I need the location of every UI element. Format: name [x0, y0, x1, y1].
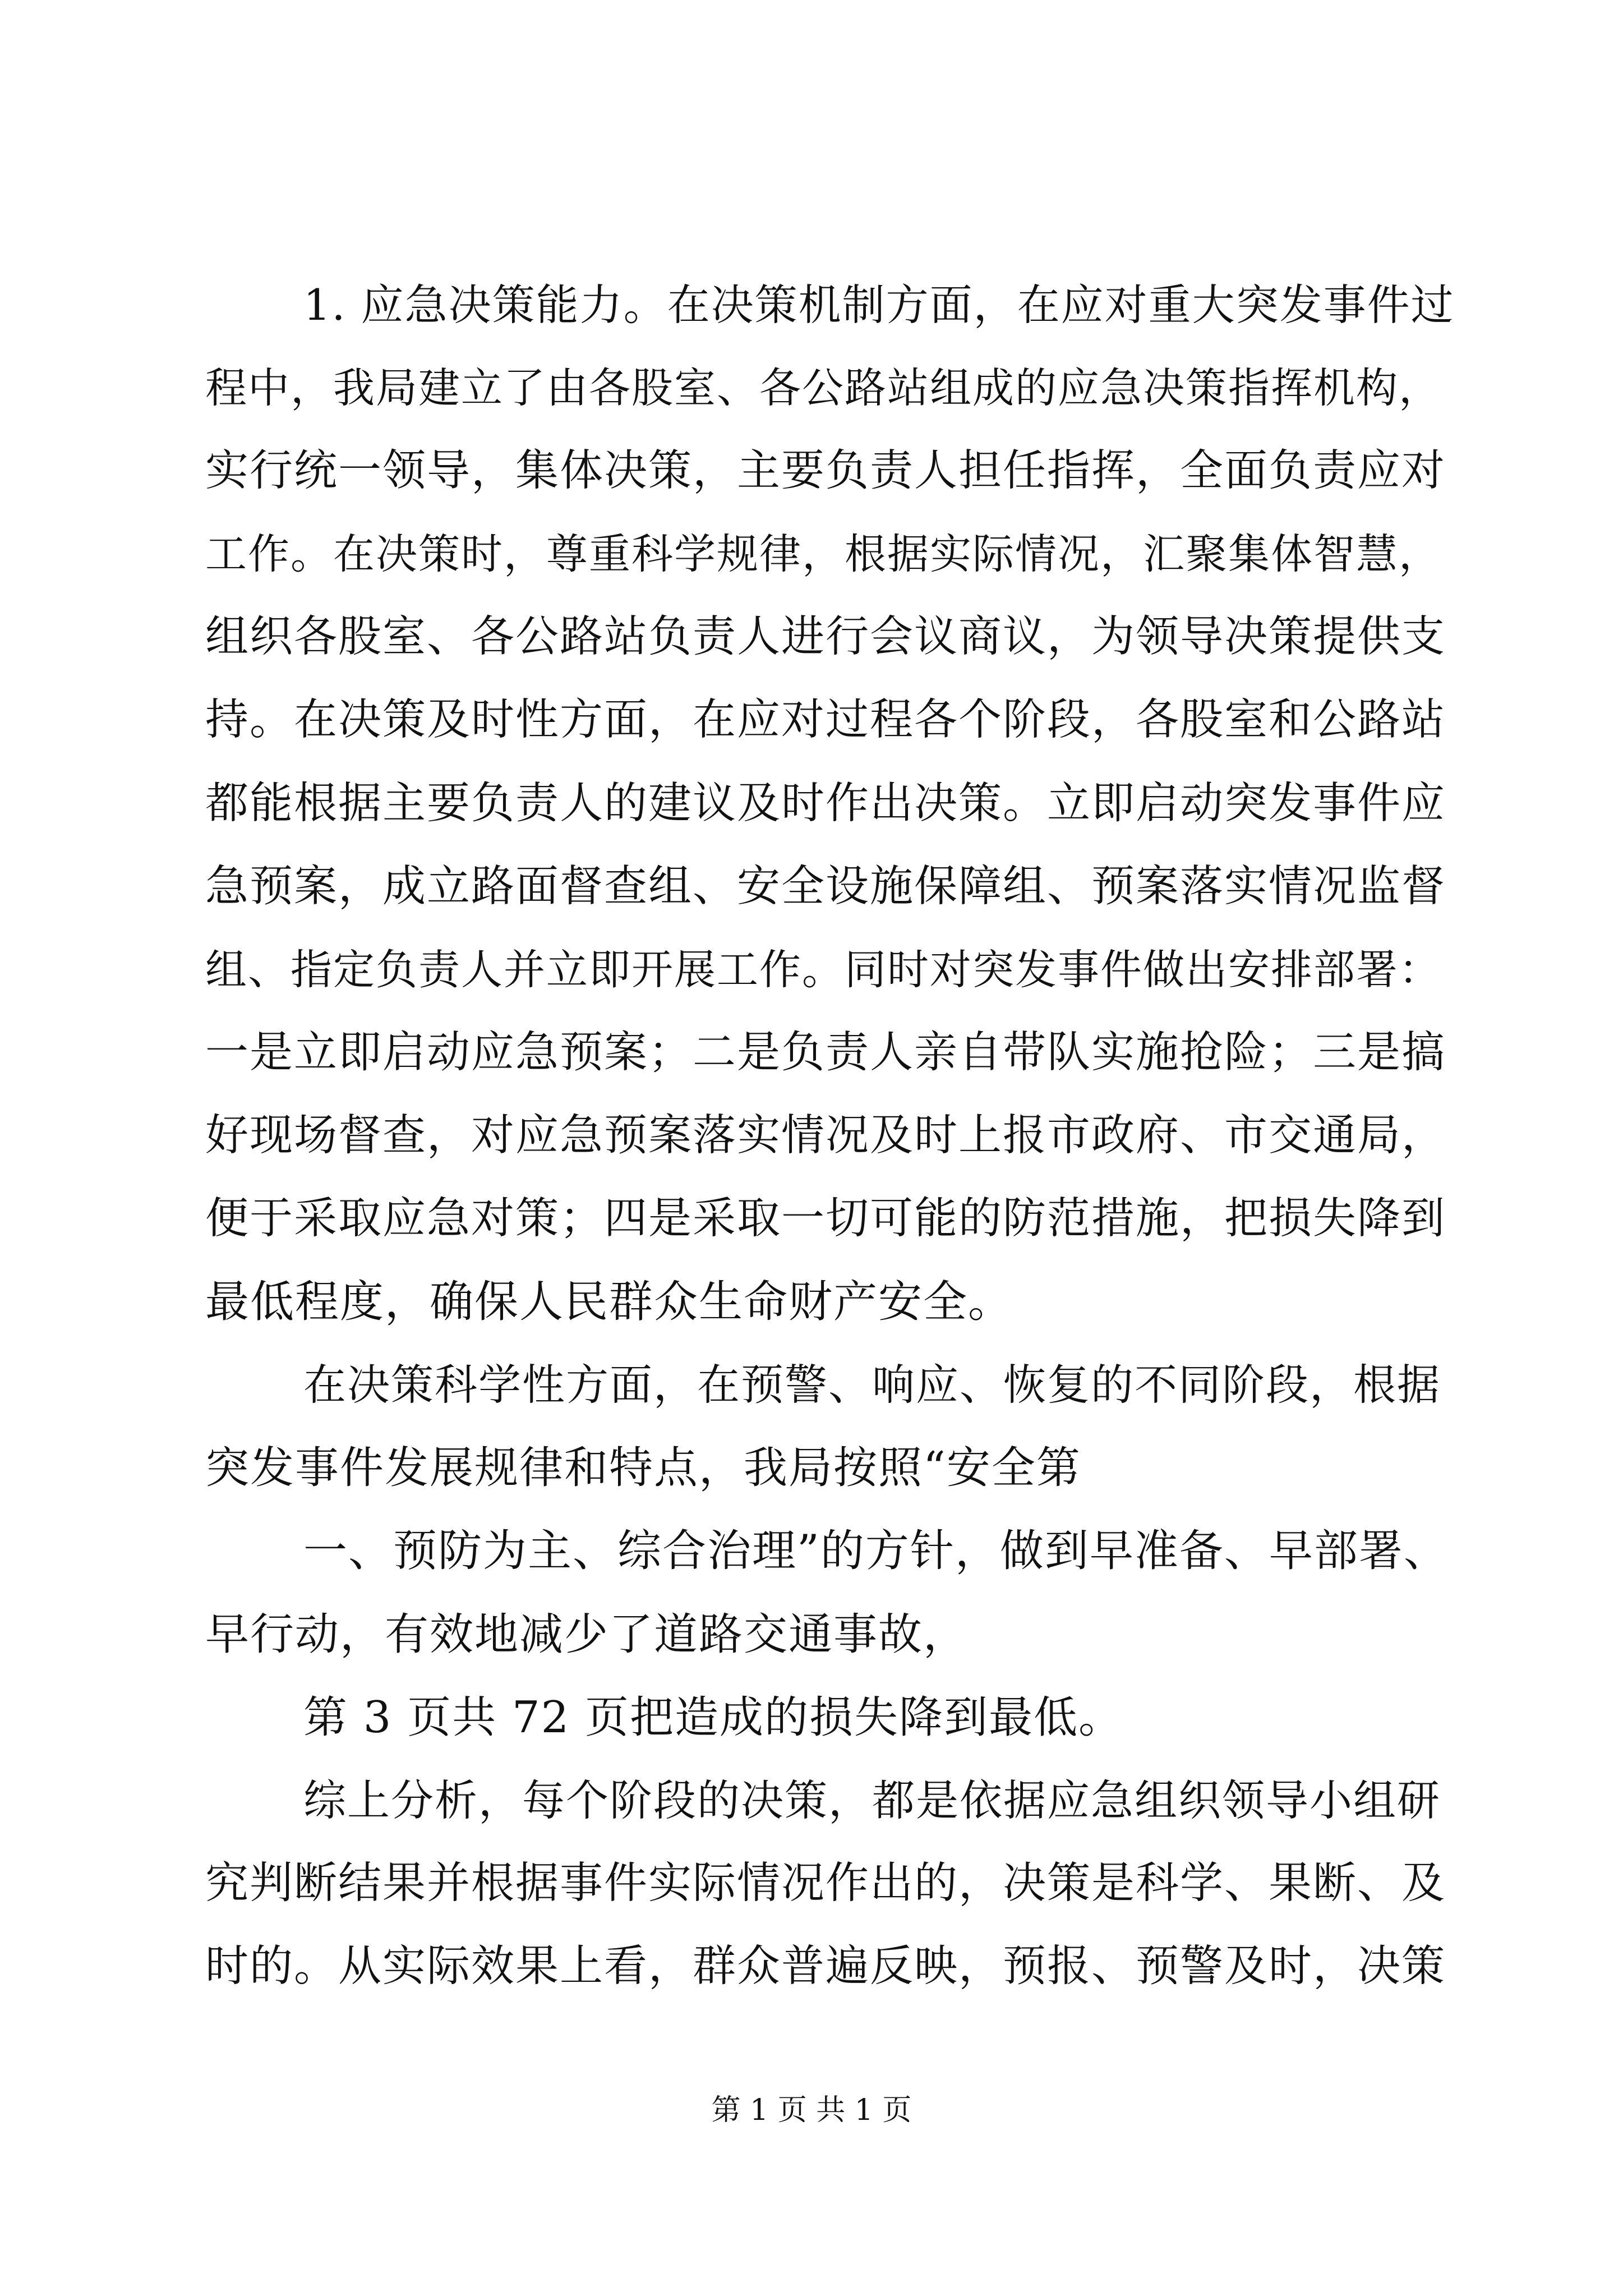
text-line-1: 1. 应急决策能力。在决策机制方面，在应对重大突发事件过 [303, 280, 1455, 330]
text-line-3: 实行统一领导，集体决策，主要负责人担任指挥，全面负责应对 [205, 446, 1446, 496]
text-line-11: 好现场督查，对应急预案落实情况及时上报市政府、市交通局， [205, 1111, 1446, 1161]
text-line-6: 持。在决策及时性方面，在应对过程各个阶段，各股室和公路站 [205, 695, 1446, 745]
text-line-15: 突发事件发展规律和特点，我局按照“安全第 [205, 1443, 1081, 1493]
page-footer: 第 1 页 共 1 页 [711, 2093, 912, 2127]
text-line-18: 第 3 页共 72 页把造成的损失降到最低。 [303, 1692, 1124, 1743]
text-line-14: 在决策科学性方面，在预警、响应、恢复的不同阶段，根据 [303, 1360, 1441, 1410]
text-line-21: 时的。从实际效果上看，群众普遍反映，预报、预警及时，决策 [205, 1941, 1446, 1991]
text-line-17: 早行动，有效地减少了道路交通事故， [205, 1609, 969, 1660]
text-line-10: 一是立即启动应急预案；二是负责人亲自带队实施抢险；三是搞 [205, 1028, 1446, 1078]
text-line-2: 程中，我局建立了由各股室、各公路站组成的应急决策指挥机构， [205, 364, 1441, 412]
text-line-8: 急预案，成立路面督查组、安全设施保障组、预案落实情况监督 [205, 862, 1446, 912]
text-line-16: 一、预防为主、综合治理”的方针，做到早准备、早部署、 [303, 1526, 1449, 1576]
text-line-13: 最低程度，确保人民群众生命财产安全。 [205, 1277, 1013, 1327]
text-line-9: 组、指定负责人并立即开展工作。同时对突发事件做出安排部署： [205, 946, 1441, 994]
text-line-19: 综上分析，每个阶段的决策，都是依据应急组织领导小组研 [303, 1775, 1441, 1825]
text-line-20: 究判断结果并根据事件实际情况作出的，决策是科学、果断、及 [205, 1858, 1446, 1908]
text-line-4: 工作。在决策时，尊重科学规律，根据实际情况，汇聚集体智慧， [205, 530, 1441, 578]
text-line-7: 都能根据主要负责人的建议及时作出决策。立即启动突发事件应 [205, 779, 1446, 829]
text-line-12: 便于采取应急对策；四是采取一切可能的防范措施，把损失降到 [205, 1194, 1446, 1244]
text-line-5: 组织各股室、各公路站负责人进行会议商议，为领导决策提供支 [205, 612, 1446, 662]
